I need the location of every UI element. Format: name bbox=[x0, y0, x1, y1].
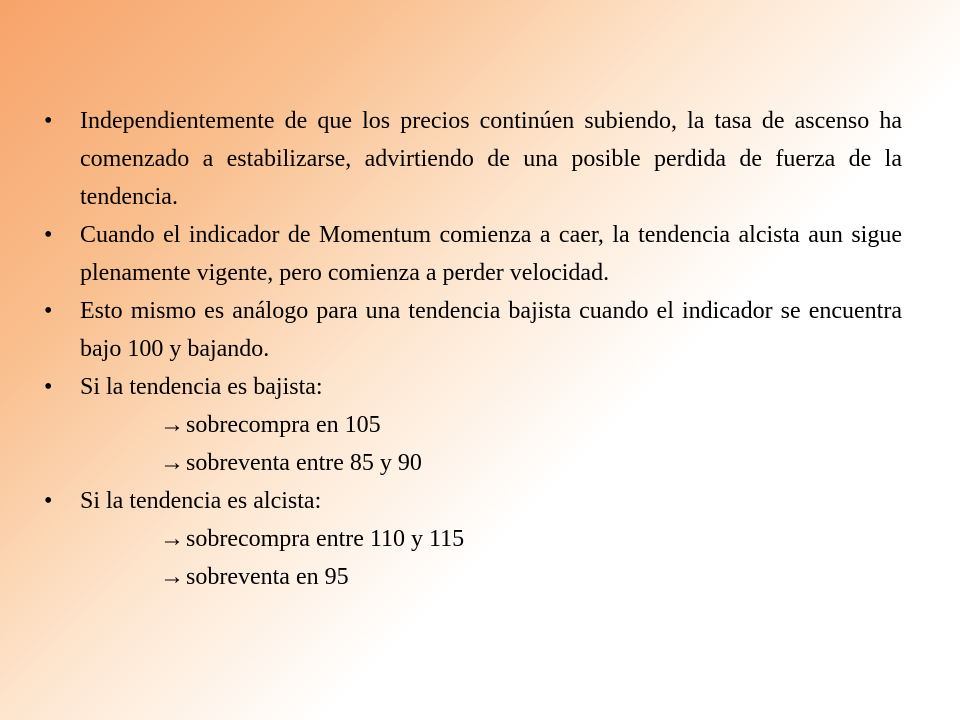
bullet-dot-icon: • bbox=[44, 108, 53, 134]
sub-item-overbought-bearish bbox=[42, 406, 902, 444]
bullet-dot-icon: • bbox=[44, 298, 53, 324]
sub-text-3: sobrecompra entre 110 y 115 bbox=[186, 526, 465, 552]
bullet-item-4 bbox=[42, 368, 902, 406]
bullet-item-2 bbox=[42, 216, 902, 292]
bullet-text-3: Esto mismo es análogo para una tendencia bajista cuando el indicador se encuentra bajo 100 y bajando. bbox=[80, 298, 902, 362]
bullet-text-1: Independientemente de que los precios continúen subiendo, la tasa de ascenso ha comenzado a estabilizarse, advirtiendo de una posible perdida de fuerza de la tendencia. bbox=[80, 108, 902, 210]
sub-text-2: sobreventa entre 85 y 90 bbox=[186, 450, 422, 476]
bullet-dot-icon: • bbox=[44, 488, 53, 514]
arrow-right-icon: → bbox=[160, 450, 184, 476]
sub-text-1: sobrecompra en 105 bbox=[186, 412, 381, 438]
bullet-list bbox=[42, 102, 902, 596]
bullet-item-3 bbox=[42, 292, 902, 368]
sub-text-4: sobreventa en 95 bbox=[186, 564, 349, 590]
bullet-item-1 bbox=[42, 102, 902, 216]
bullet-item-5 bbox=[42, 482, 902, 520]
bullet-dot-icon: • bbox=[44, 374, 53, 400]
bullet-text-2: Cuando el indicador de Momentum comienza a caer, la tendencia alcista aun sigue plenamente vigente, pero comienza a perder velocidad. bbox=[80, 222, 902, 286]
arrow-right-icon: → bbox=[160, 526, 184, 552]
bullet-dot-icon: • bbox=[44, 222, 53, 248]
sub-item-oversold-bearish bbox=[42, 444, 902, 482]
arrow-right-icon: → bbox=[160, 564, 184, 590]
sub-item-oversold-bullish bbox=[42, 558, 902, 596]
bullet-text-4: Si la tendencia es bajista: bbox=[80, 374, 323, 400]
sub-item-overbought-bullish bbox=[42, 520, 902, 558]
bullet-text-5: Si la tendencia es alcista: bbox=[80, 488, 322, 514]
arrow-right-icon: → bbox=[160, 412, 184, 438]
